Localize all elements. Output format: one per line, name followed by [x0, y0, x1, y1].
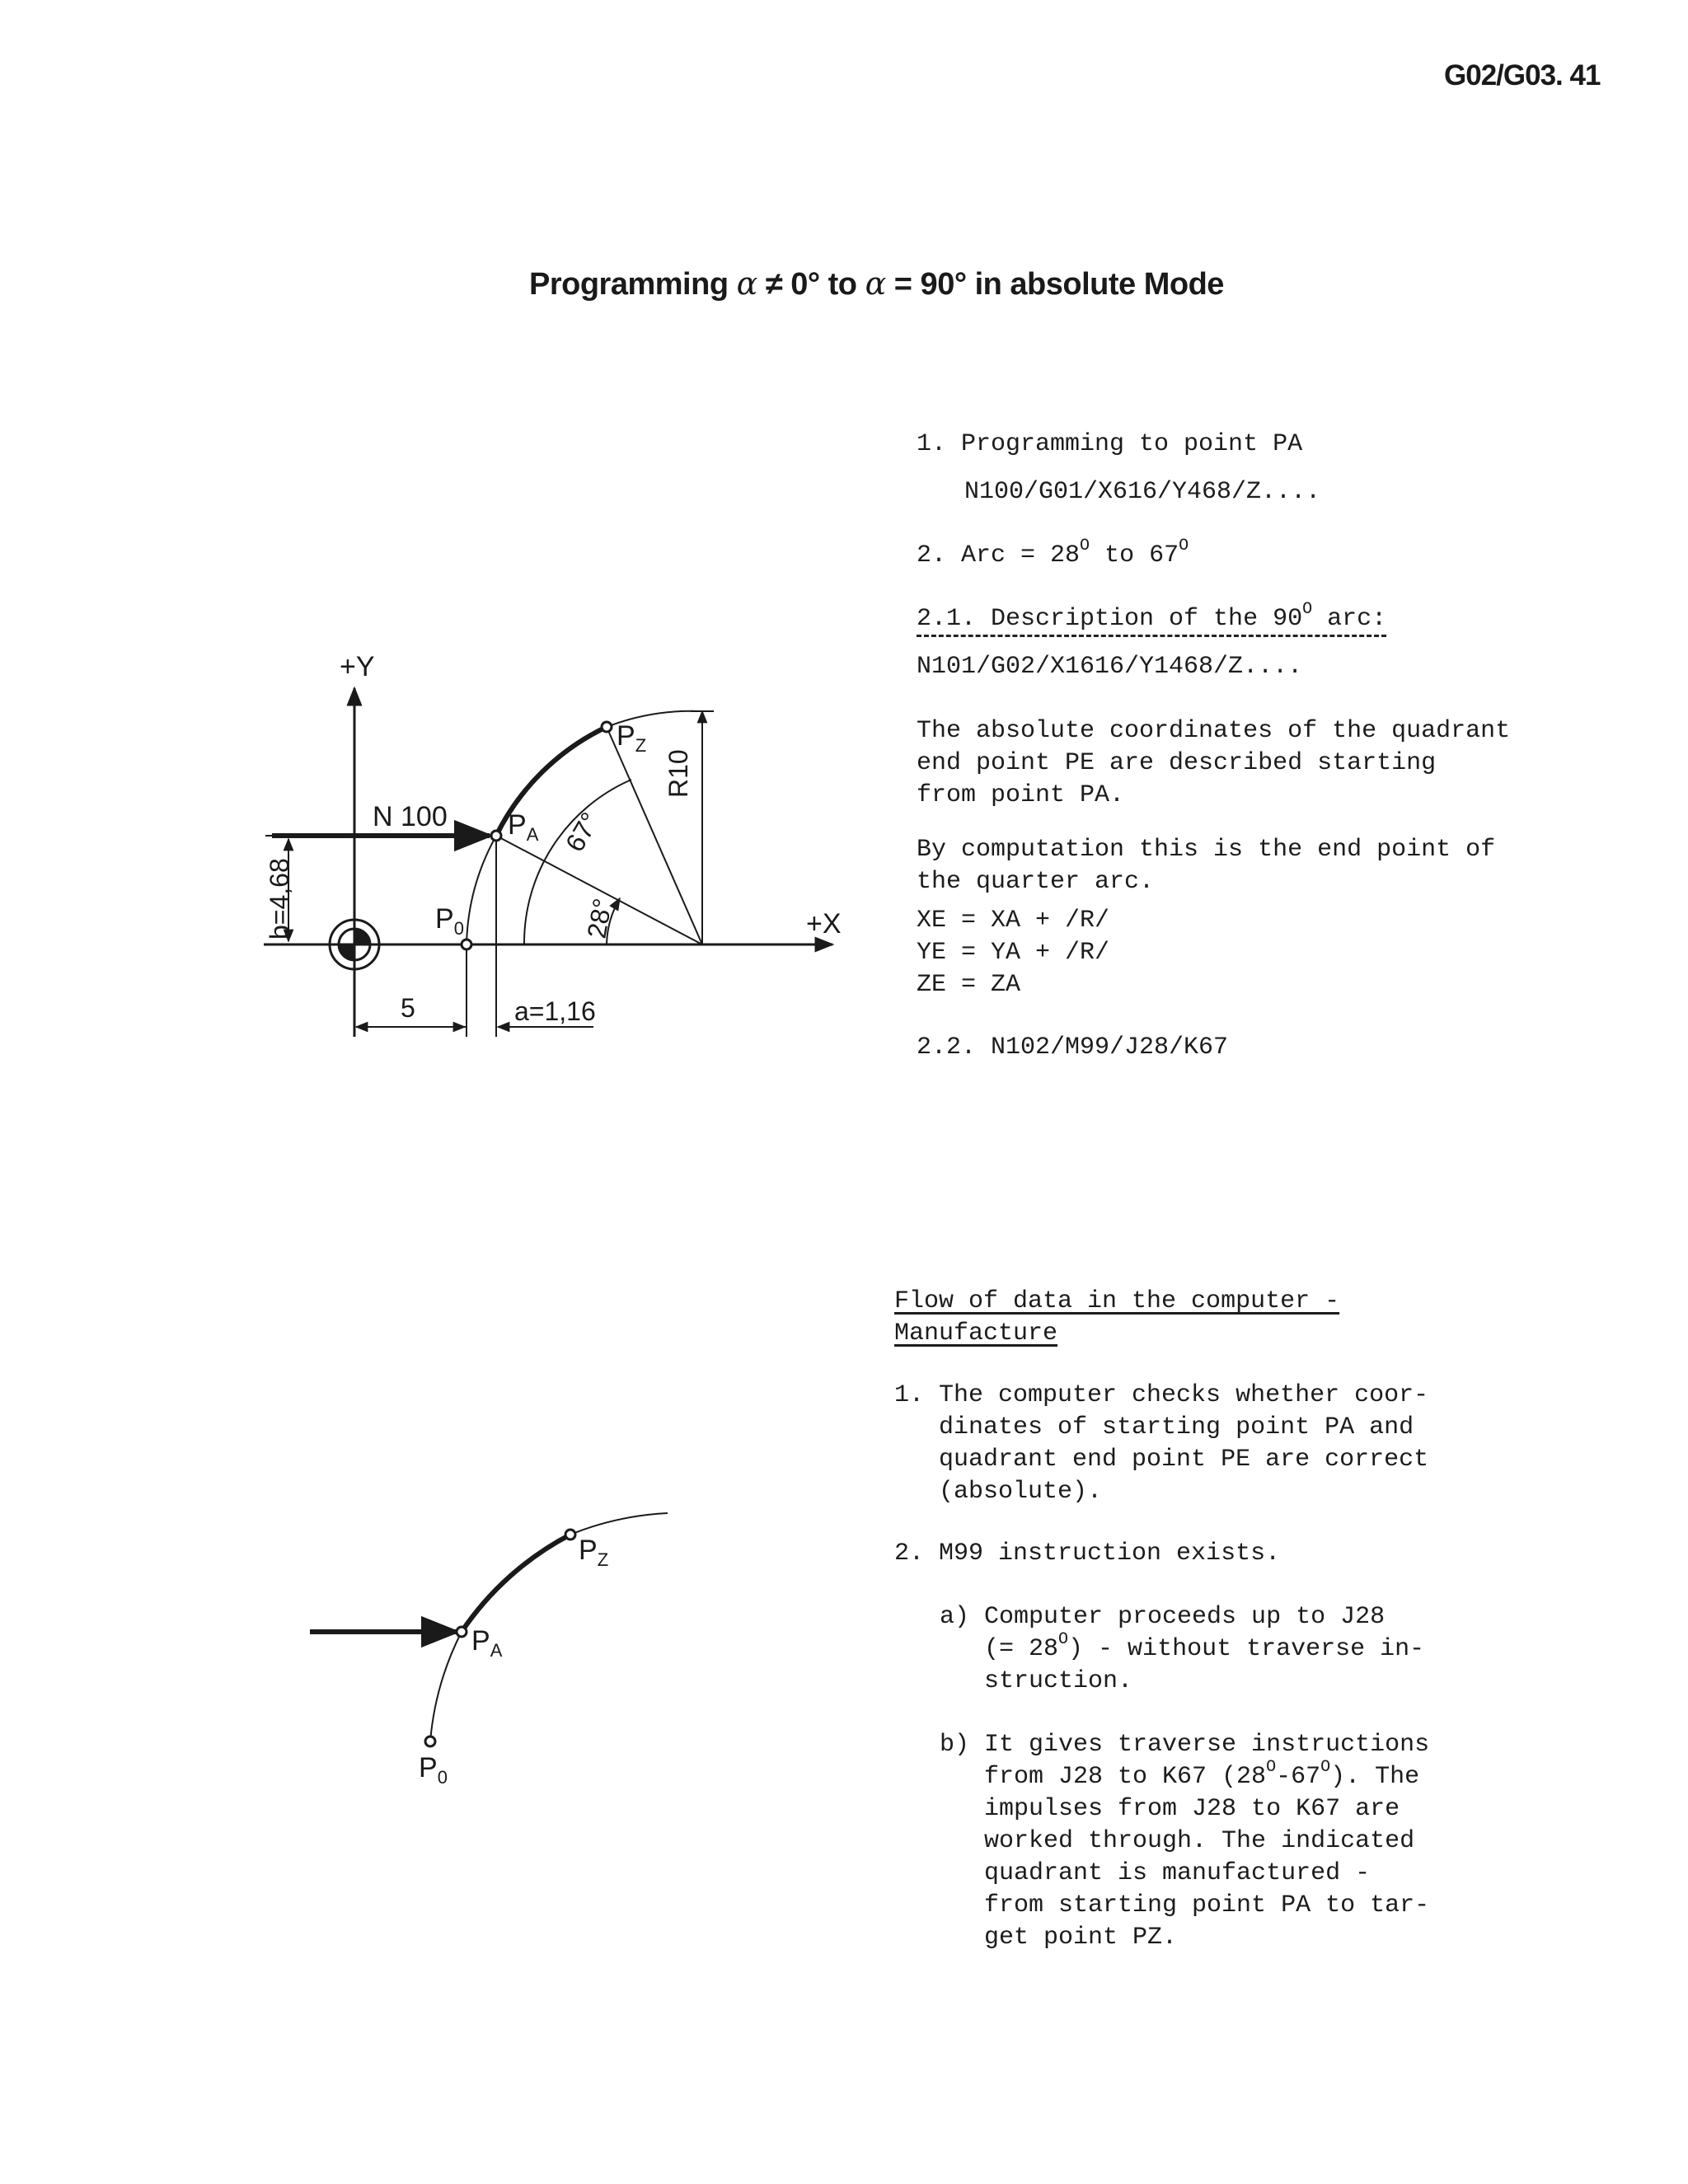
title-pre: Programming [529, 267, 737, 302]
title-mid: ≠ 0° to [757, 267, 865, 302]
flow-line: (absolute). [894, 1478, 1103, 1506]
paragraph-line: the quarter arc. [917, 868, 1155, 896]
p-subscript: A [490, 1640, 503, 1661]
flow-line: from starting point PA to tar- [940, 1891, 1430, 1919]
degree-mark: O [1058, 1630, 1069, 1649]
label-pa [471, 1625, 503, 1661]
degree-mark: O [1179, 537, 1189, 555]
title-alpha-2: α [865, 265, 886, 302]
flow-line: b) It gives traverse instructions [940, 1731, 1430, 1759]
p-letter: P [579, 1535, 598, 1566]
step-2-mid: to 67 [1090, 541, 1179, 569]
flow-line: struction. [940, 1667, 1133, 1695]
point-pz [602, 722, 612, 732]
origin-quadrant-fill [339, 944, 354, 960]
p-subscript: Z [635, 735, 647, 756]
point-pa [457, 1627, 467, 1637]
machined-arc [462, 1535, 570, 1632]
paragraph-line: end point PE are described starting [917, 749, 1437, 777]
flow-line: a) Computer proceeds up to J28 [940, 1603, 1386, 1631]
flow-heading-line: Flow of data in the computer - [894, 1287, 1340, 1315]
degree-mark: O [1302, 600, 1313, 619]
title-post: = 90° in absolute Mode [885, 267, 1224, 302]
label-pz [617, 720, 646, 756]
p-subscript: 0 [437, 1767, 448, 1788]
flow-text: -67 [1276, 1763, 1321, 1791]
flow-line: quadrant is manufactured - [940, 1859, 1371, 1887]
x-axis-label: +X [806, 908, 842, 940]
y-axis-label: +Y [340, 651, 375, 682]
point-pa [491, 831, 501, 841]
label-po [435, 903, 464, 939]
p-letter: P [508, 809, 527, 841]
flow-text: ) - without traverse in- [1068, 1635, 1425, 1663]
angle-28-label: 28° [581, 896, 618, 941]
label-po [419, 1752, 448, 1788]
label-pz [579, 1535, 608, 1570]
step-2-1-pre: 2.1. Description of the 90 [917, 605, 1303, 633]
s-dimension-label: 5 [401, 993, 415, 1023]
paragraph-line: from point PA. [917, 781, 1125, 809]
step-2-1-post: arc: [1312, 605, 1387, 633]
step-2-2: 2.2. N102/M99/J28/K67 [917, 1033, 1229, 1062]
paragraph-line: The absolute coordinates of the quadrant [917, 717, 1511, 745]
flow-heading-line: Manufacture [894, 1319, 1058, 1347]
r10-label: R10 [663, 749, 693, 798]
b-dimension-label: b=4,68 [265, 858, 294, 940]
flow-line: worked through. The indicated [940, 1827, 1415, 1855]
p-letter: P [471, 1625, 490, 1657]
degree-mark: O [1266, 1758, 1277, 1777]
step-1-label: 1. Programming to point PA [917, 430, 1303, 458]
point-pz [565, 1530, 575, 1540]
p-subscript: A [526, 824, 539, 845]
label-pa [508, 809, 539, 845]
flow-line: 1. The computer checks whether coor- [894, 1381, 1429, 1409]
step-2-pre: 2. Arc = 28 [917, 541, 1081, 569]
paragraph-line: By computation this is the end point of [917, 836, 1496, 864]
flow-text: ). The [1330, 1763, 1420, 1791]
degree-mark: O [1320, 1758, 1331, 1777]
formula-xe: XE = XA + /R/ [917, 907, 1110, 935]
origin-quadrant-fill [354, 929, 370, 944]
a-dimension-label: a=1,16 [514, 996, 596, 1026]
reference-arc [570, 1513, 668, 1535]
degree-mark: O [1080, 537, 1090, 555]
flow-line: get point PZ. [940, 1924, 1178, 1952]
flow-item-2: 2. M99 instruction exists. [894, 1540, 1281, 1568]
reference-arc [430, 1632, 462, 1741]
angle-67-arc [524, 780, 631, 944]
p-subscript: Z [597, 1549, 609, 1570]
angle-67-label: 67° [559, 807, 606, 857]
flow-text: from J28 to K67 (28 [940, 1763, 1267, 1791]
n100-label: N 100 [373, 801, 448, 832]
flow-text: (= 28 [940, 1635, 1059, 1663]
flow-line: quadrant end point PE are correct [894, 1446, 1429, 1474]
formula-ze: ZE = ZA [917, 971, 1021, 999]
reference-arc [467, 836, 496, 944]
formula-ye: YE = YA + /R/ [917, 939, 1110, 967]
title-alpha-1: α [736, 265, 757, 302]
point-po [425, 1736, 435, 1746]
step-1-code: N100/G01/X616/Y468/Z.... [964, 478, 1321, 506]
flow-line: dinates of starting point PA and [894, 1413, 1414, 1441]
p-subscript: 0 [453, 918, 464, 939]
step-2-1-code: N101/G02/X1616/Y1468/Z.... [917, 653, 1303, 681]
p-letter: P [419, 1752, 438, 1783]
page-reference: G02/G03. 41 [1444, 59, 1601, 91]
arc-diagram-1 [264, 688, 832, 1037]
point-po [462, 940, 471, 949]
p-letter: P [617, 720, 635, 752]
flow-line: impulses from J28 to K67 are [940, 1795, 1400, 1823]
p-letter: P [435, 903, 454, 935]
